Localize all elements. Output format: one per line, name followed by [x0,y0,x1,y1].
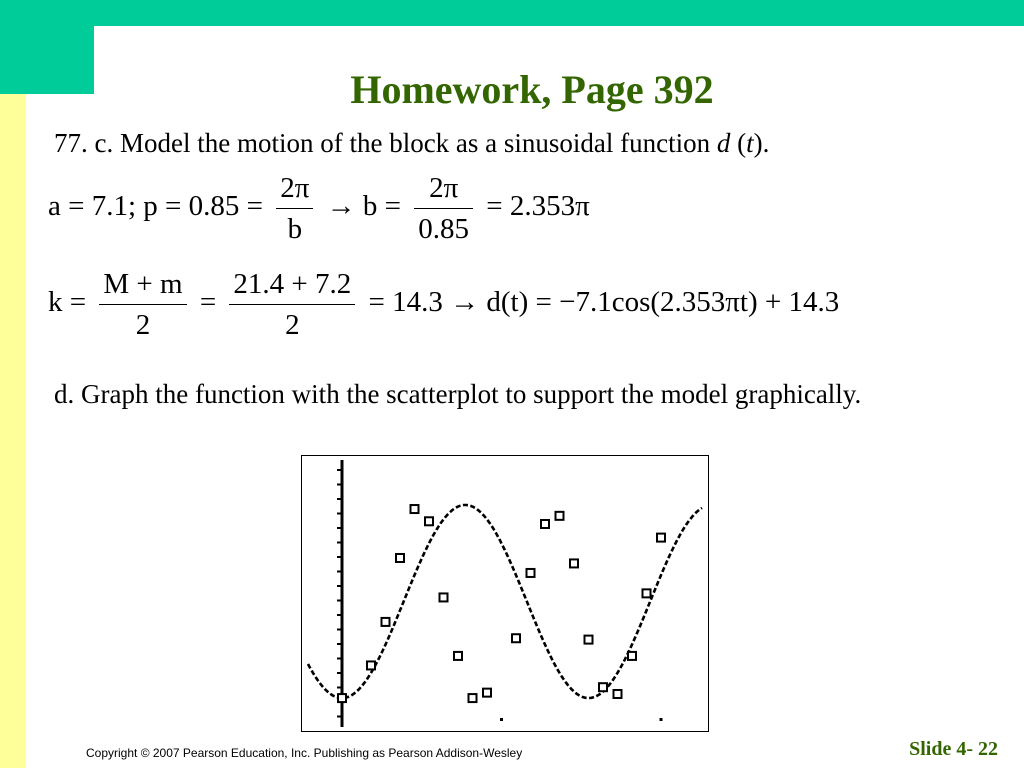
data-point [454,652,462,660]
data-point [338,694,346,702]
data-point [411,505,419,513]
data-point [628,652,636,660]
problem-paren-open: ( [730,128,747,158]
data-point [657,534,665,542]
calculator-graph [301,455,709,732]
part-d-statement: d. Graph the function with the scatterplot to support the model graphically. [54,379,862,409]
top-accent-bar [0,0,1024,26]
data-point [396,554,404,562]
data-point [556,512,564,520]
copyright-notice: Copyright © 2007 Pearson Education, Inc. Publishing as Pearson Addison-Wesley [86,746,523,760]
eq2-result: = 14.3 → d(t) = −7.1cos(2.353πt) + 14.3 [368,286,840,319]
data-point [585,636,593,644]
eq1-fraction-1 [276,168,313,249]
eq2-fraction-1 [99,264,186,345]
eq2-frac2-denominator: 2 [285,309,300,341]
eq2-fraction-2 [229,264,355,345]
data-point [643,589,651,597]
eq2-frac1-denominator: 2 [135,309,151,341]
eq1-fraction-2 [414,168,473,249]
x-axis-tick [660,718,663,721]
eq2-frac2-numerator: 21.4 + 7.2 [229,264,355,305]
slide-title: Homework, Page 392 [350,67,714,112]
data-point [570,559,578,567]
data-point [541,520,549,528]
equation-2 [48,264,839,345]
eq2-equals: = [199,286,217,319]
slide-number: Slide 4- 22 [909,738,998,760]
eq1-frac1-denominator: b [287,213,303,245]
eq1-result: = 2.353π [486,190,590,223]
problem-statement [54,128,769,159]
eq1-frac1-numerator: 2π [276,168,313,209]
problem-func-d: d [716,128,731,158]
data-point [367,661,375,669]
data-point [469,694,477,702]
data-point [483,689,491,697]
equation-1 [48,168,590,249]
data-point [512,634,520,642]
eq1-lhs: a = 7.1; p = 0.85 = [48,190,263,223]
eq1-frac2-denominator: 0.85 [418,213,470,245]
data-point [527,569,535,577]
eq2-lhs: k = [48,286,87,319]
graph-canvas [302,456,708,731]
problem-prefix: 77. c. Model the motion of the block as a sinusoidal function [54,128,717,158]
eq2-frac1-numerator: M + m [99,264,186,305]
data-point [614,690,622,698]
left-accent-bar [0,94,26,768]
data-point [440,593,448,601]
problem-func-t: t [746,128,754,158]
problem-suffix: ). [753,128,770,158]
data-point [599,683,607,691]
eq1-mid: → b = [326,190,402,223]
data-point [425,517,433,525]
data-point [382,618,390,626]
eq1-frac2-numerator: 2π [414,168,473,209]
x-axis-tick [500,718,503,721]
